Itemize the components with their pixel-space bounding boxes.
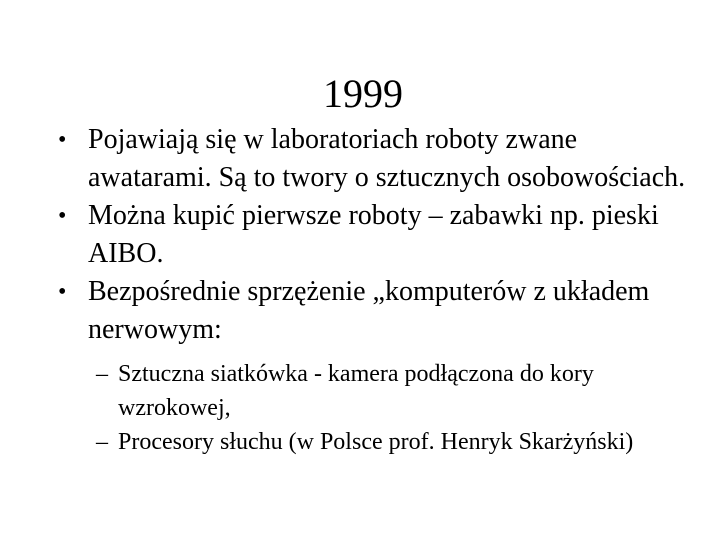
bullet-marker: •	[58, 203, 67, 229]
bullet-text: Można kupić pierwsze roboty – zabawki np. pieski AIBO.	[88, 200, 659, 269]
slide-body	[56, 121, 696, 459]
sub-bullet-text: Procesory słuchu (w Polsce prof. Henryk Skarżyński)	[118, 429, 634, 455]
bullet-item-1	[56, 121, 696, 197]
bullet-marker: •	[58, 127, 67, 153]
sub-bullet-marker: –	[96, 429, 108, 455]
bullet-item-3	[56, 273, 696, 349]
sub-bullet-marker: –	[96, 361, 108, 387]
bullet-marker: •	[58, 279, 67, 305]
sub-bullet-text: Sztuczna siatkówka - kamera podłączona do kory wzrokowej,	[118, 361, 594, 421]
bullet-item-2	[56, 197, 696, 273]
sub-bullet-item-1	[56, 357, 696, 425]
slide-title: 1999	[323, 71, 403, 116]
bullet-text: Pojawiają się w laboratoriach roboty zwane awatarami. Są to twory o sztucznych osobowościach.	[88, 124, 686, 193]
bullet-text: Bezpośrednie sprzężenie „komputerów z układem nerwowym:	[88, 276, 650, 345]
sub-bullet-item-2	[56, 425, 696, 459]
